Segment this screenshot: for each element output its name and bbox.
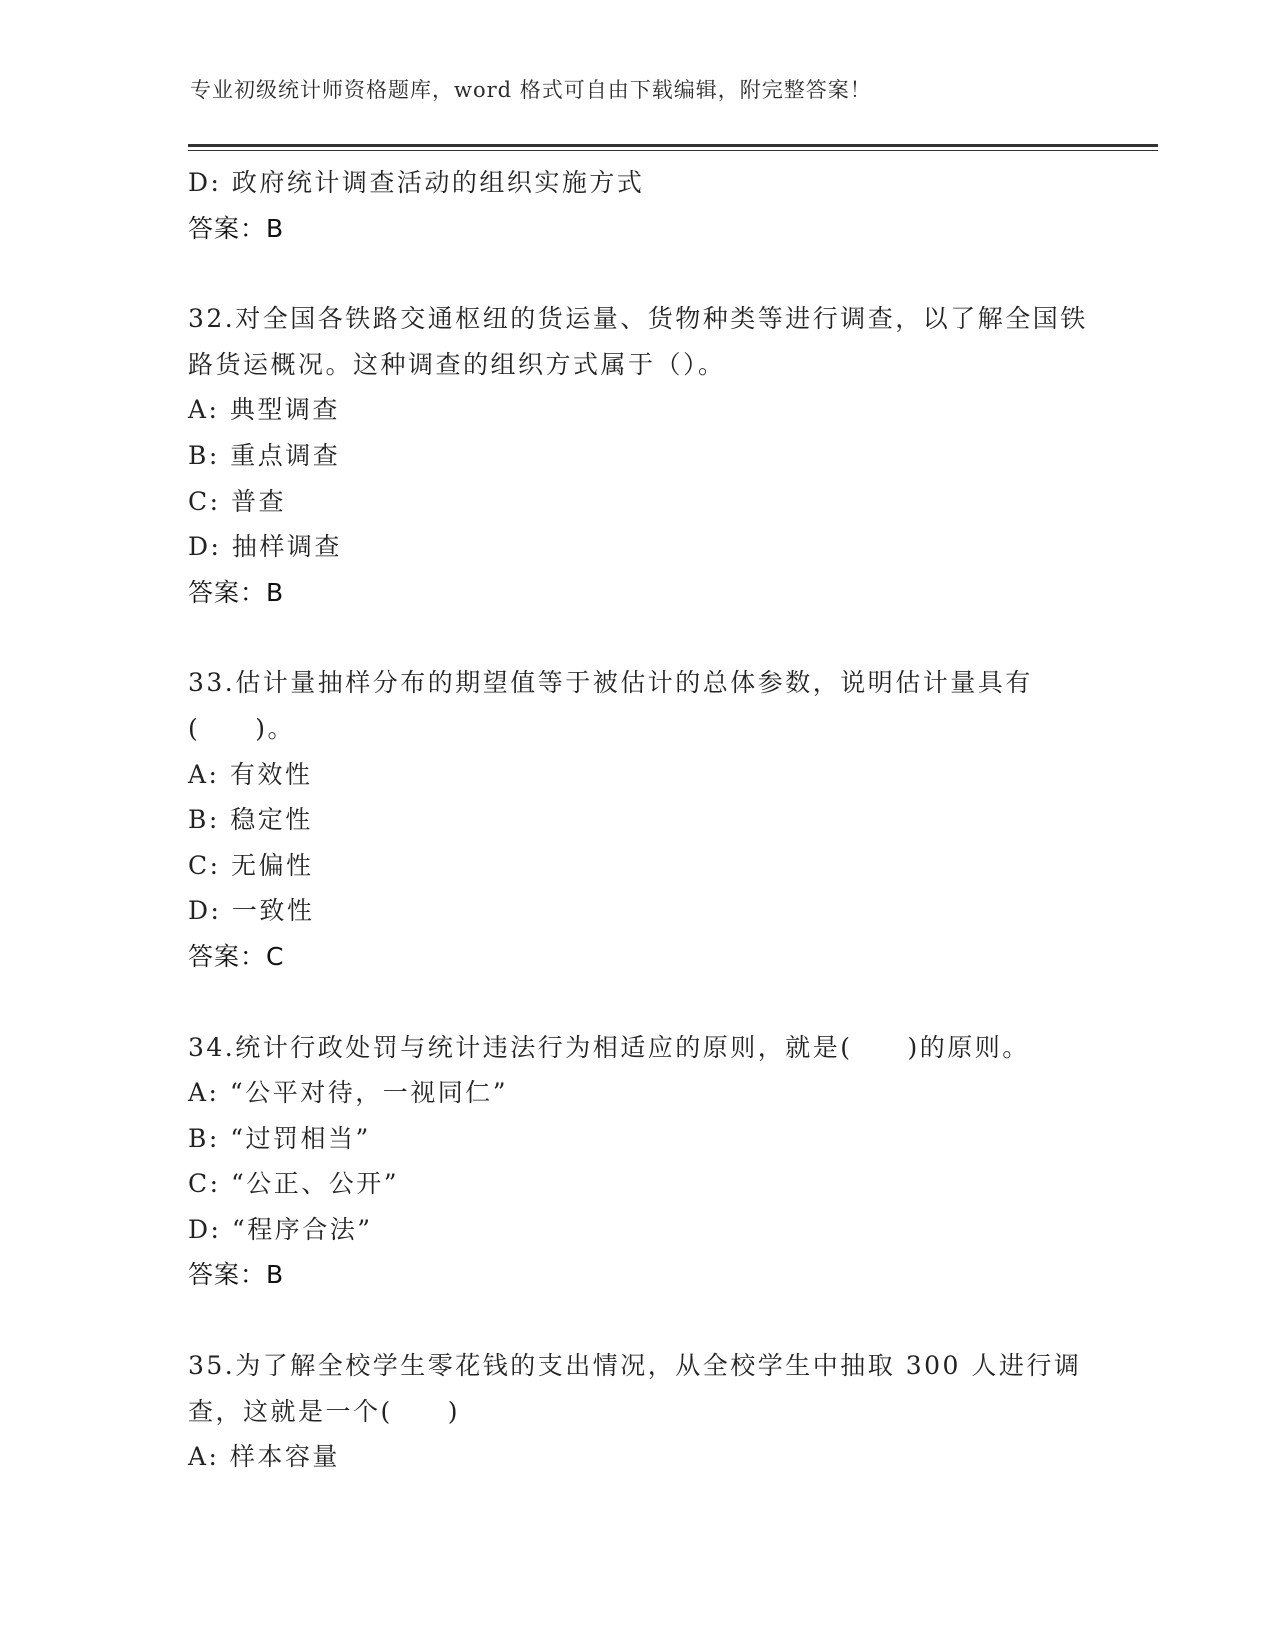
option-b: B: “过罚相当” xyxy=(188,1123,371,1153)
question-31-tail xyxy=(188,160,1088,251)
answer-line: 答案：C xyxy=(188,941,285,971)
answer-line: 答案：B xyxy=(188,1260,285,1290)
page-header: 专业初级统计师资格题库，word 格式可自由下载编辑，附完整答案！ xyxy=(190,78,872,102)
question-35 xyxy=(188,1343,1088,1480)
answer-line: 答案：B xyxy=(188,577,285,607)
option-c: C: 无偏性 xyxy=(188,850,314,880)
option-a: A: 典型调查 xyxy=(188,395,340,425)
spacer xyxy=(188,980,1088,1025)
question-list xyxy=(188,160,1088,1480)
option-a: A: 样本容量 xyxy=(188,1442,340,1472)
spacer xyxy=(188,615,1088,660)
question-32 xyxy=(188,296,1088,615)
header-rule-thick xyxy=(188,144,1158,147)
option-a: A: “公平对待，一视同仁” xyxy=(188,1078,508,1108)
question-33 xyxy=(188,660,1088,979)
option-b: B: 稳定性 xyxy=(188,805,313,835)
option-d: D: 一致性 xyxy=(188,896,315,926)
spacer xyxy=(188,251,1088,296)
question-stem: 35.为了解全校学生零花钱的支出情况，从全校学生中抽取 300 人进行调查，这就是一个( ) xyxy=(188,1351,1082,1426)
question-stem: 34.统计行政处罚与统计违法行为相适应的原则，就是( )的原则。 xyxy=(188,1032,1030,1062)
header-rule-thin xyxy=(188,150,1158,151)
option-b: B: 重点调查 xyxy=(188,440,341,470)
question-34 xyxy=(188,1025,1088,1299)
option-c: C: 普查 xyxy=(188,486,286,516)
option-c: C: “公正、公开” xyxy=(188,1169,400,1199)
option-a: A: 有效性 xyxy=(188,759,313,789)
question-stem: 32.对全国各铁路交通枢纽的货运量、货物种类等进行调查，以了解全国铁路货运概况。这种调查的组织方式属于（）。 xyxy=(188,304,1088,379)
option-d: D: “程序合法” xyxy=(188,1214,373,1244)
answer-line: 答案：B xyxy=(188,213,285,243)
spacer xyxy=(188,1298,1088,1343)
question-stem: 33.估计量抽样分布的期望值等于被估计的总体参数，说明估计量具有( )。 xyxy=(188,668,1033,743)
option-d: D: 政府统计调查活动的组织实施方式 xyxy=(188,168,645,197)
option-d: D: 抽样调查 xyxy=(188,532,342,562)
